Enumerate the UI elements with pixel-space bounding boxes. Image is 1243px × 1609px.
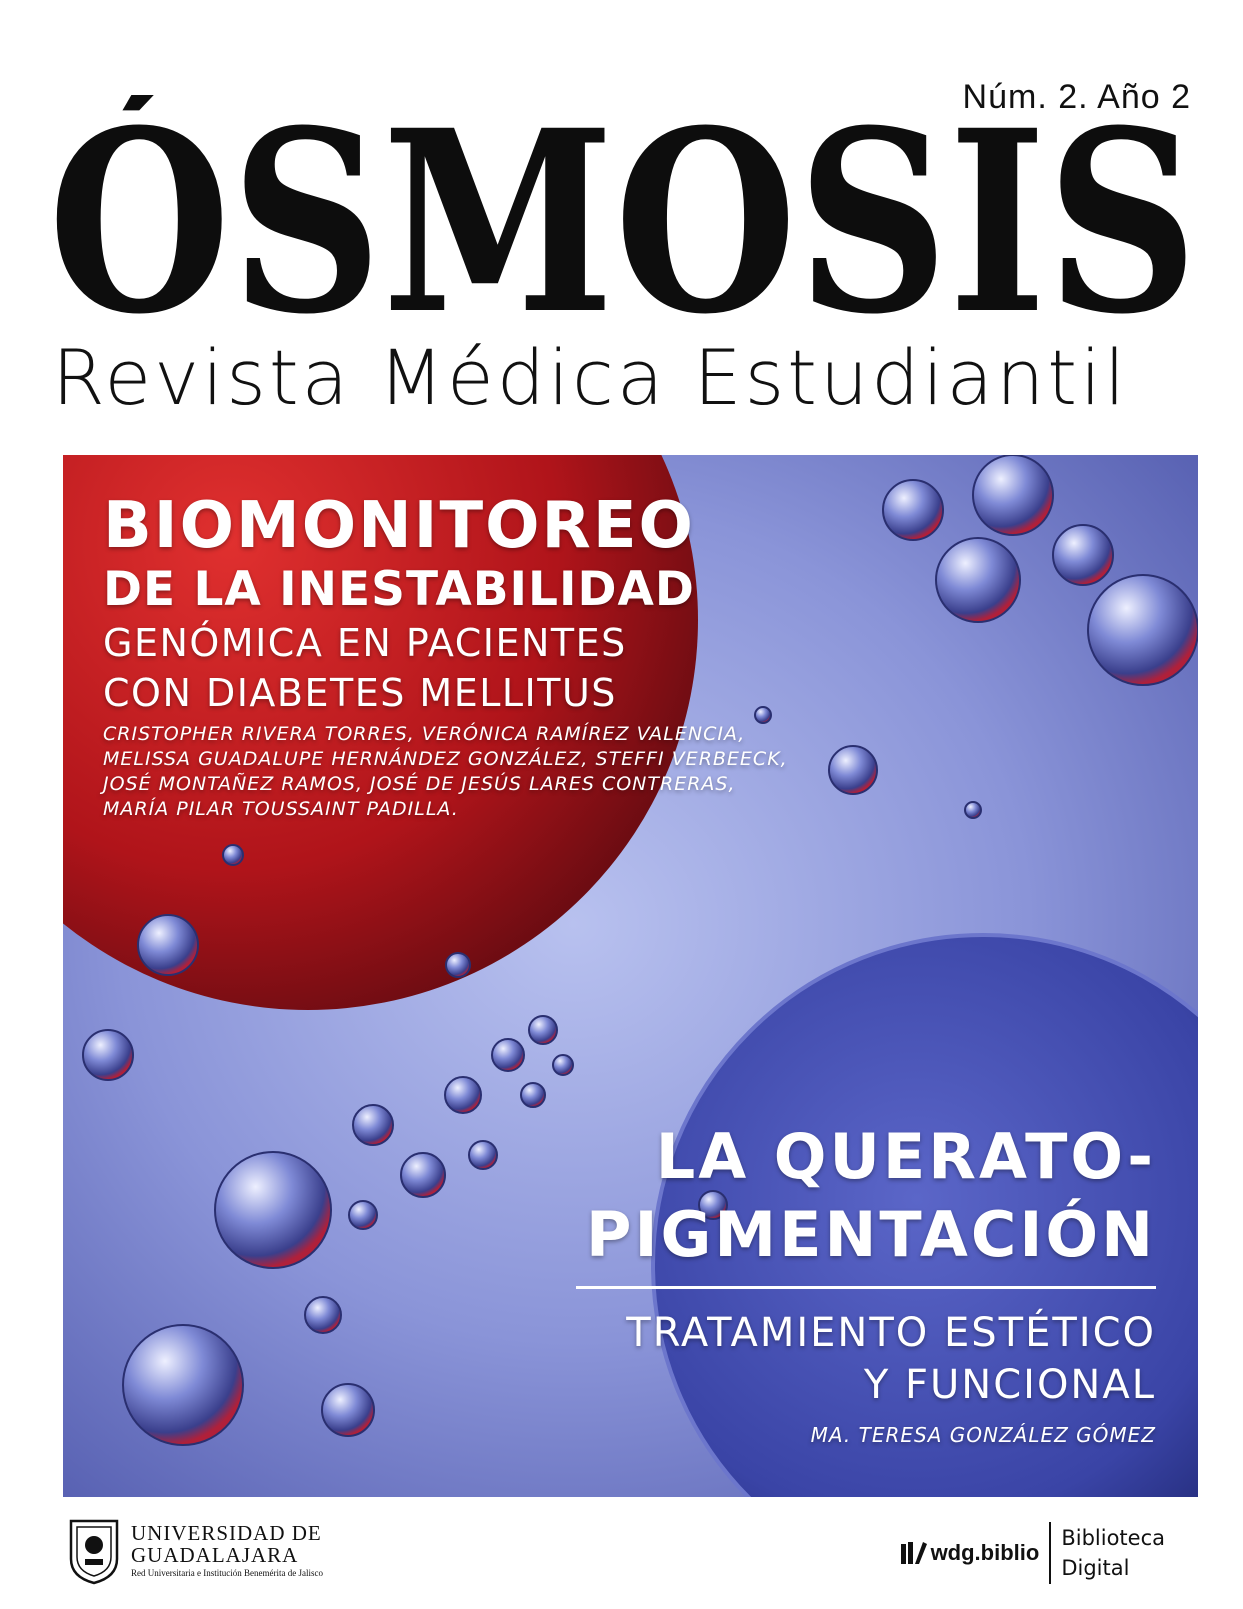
author-line: CRISTOPHER RIVERA TORRES, VERÓNICA RAMÍREZ VALENCIA, [103, 723, 746, 745]
issue-number: Núm. 2. Año 2 [962, 78, 1191, 116]
article-1-line1: BIOMONITOREO [103, 489, 695, 563]
divider [576, 1286, 1156, 1289]
author-line: JOSÉ MONTAÑEZ RAMOS, JOSÉ DE JESÚS LARES CONTRERAS, [103, 773, 736, 795]
university-name-line2: GUADALAJARA [131, 1543, 299, 1567]
article-2-line1: LA QUERATO- [655, 1120, 1156, 1193]
magazine-title [48, 95, 1198, 345]
university-logo [67, 1515, 323, 1585]
library-brand: wdg.biblio [930, 1540, 1040, 1565]
article-1-line4: CON DIABETES MELLITUS [103, 671, 617, 715]
logo-separator [1049, 1522, 1051, 1584]
article-1-line3: GENÓMICA EN PACIENTES [103, 621, 627, 665]
article-2-headline [536, 1118, 1156, 1447]
university-tagline: Red Universitaria e Institución Benemérita de Jalisco [131, 1568, 323, 1578]
author-line: MELISSA GUADALUPE HERNÁNDEZ GONZÁLEZ, STEFFI VERBEECK, [103, 748, 788, 770]
article-2-line3: TRATAMIENTO ESTÉTICO [626, 1310, 1156, 1356]
library-logo [901, 1522, 1165, 1584]
article-2-line2: PIGMENTACIÓN [586, 1198, 1156, 1271]
masthead-text: ÓSMOSIS [48, 95, 1198, 345]
library-label-line1: Biblioteca [1061, 1526, 1165, 1550]
article-2-line4: Y FUNCIONAL [863, 1362, 1156, 1408]
magazine-subtitle: Revista Médica Estudiantil [52, 333, 1129, 422]
book-bars-icon [901, 1542, 927, 1564]
article-1-line2: DE LA INESTABILIDAD [103, 562, 695, 617]
library-label-line2: Digital [1061, 1556, 1130, 1580]
article-1-headline [103, 490, 788, 822]
university-seal-icon [67, 1515, 121, 1585]
article-2-author: MA. TERESA GONZÁLEZ GÓMEZ [810, 1423, 1156, 1447]
article-1-authors [103, 722, 788, 822]
author-line: MARÍA PILAR TOUSSAINT PADILLA. [103, 798, 459, 820]
university-name-line1: UNIVERSIDAD DE [131, 1521, 322, 1545]
